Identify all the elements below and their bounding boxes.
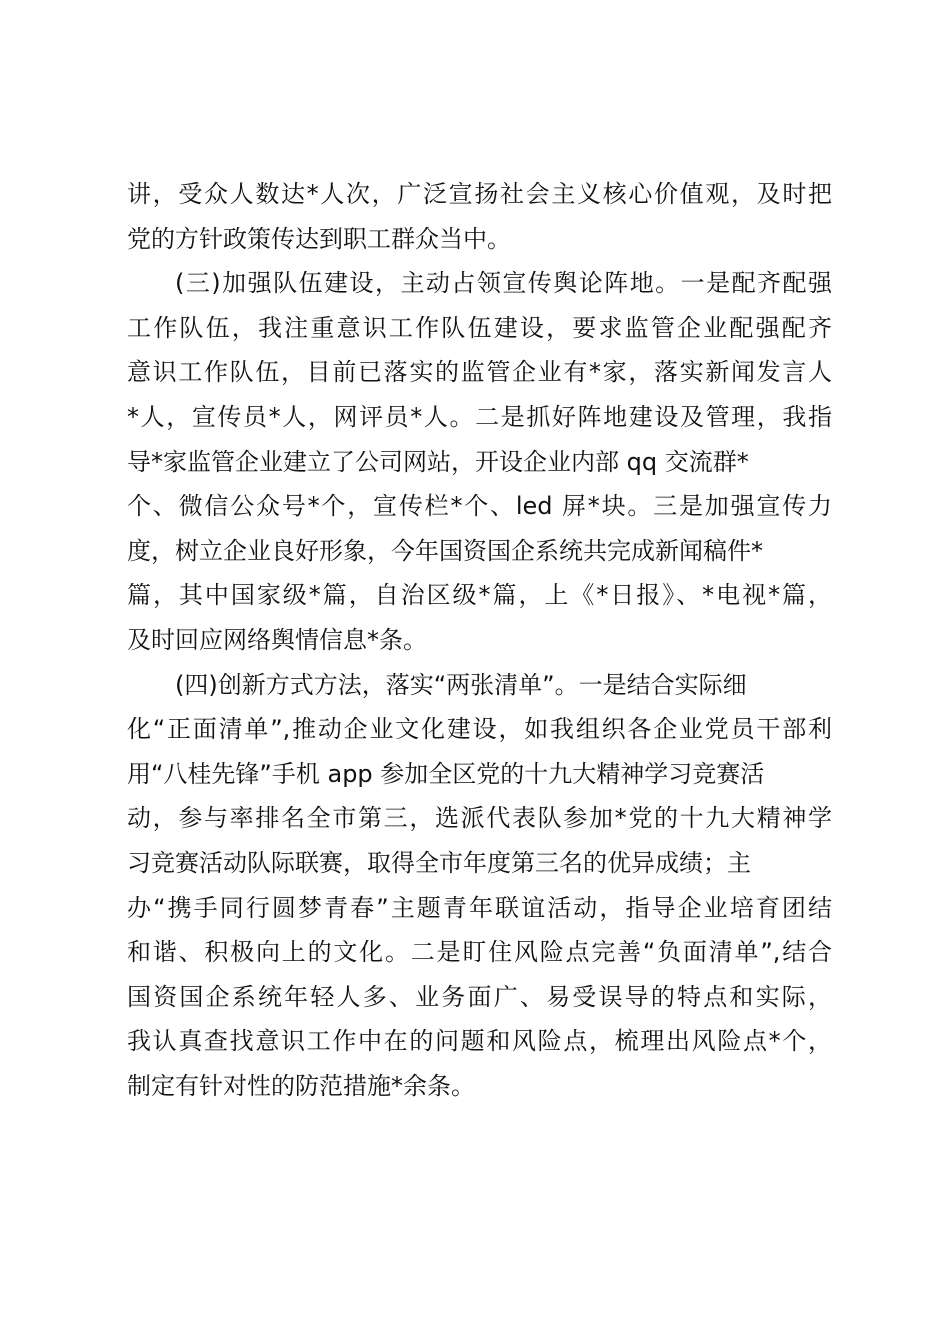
text-line: 和谐、积极向上的文化。二是盯住风险点完善“负面清单”,结合 xyxy=(127,938,832,967)
text-line: 动，参与率排名全市第三，选派代表队参加*党的十九大精神学 xyxy=(127,804,832,833)
text-line: 化“正面清单”,推动企业文化建设，如我组织各企业党员干部利 xyxy=(127,715,832,744)
paragraph-first-line: (三)加强队伍建设，主动占领宣传舆论阵地。一是配齐配强 xyxy=(175,269,832,298)
text-line: 讲，受众人数达*人次，广泛宣扬社会主义核心价值观，及时把 xyxy=(127,180,832,208)
text-line: 个、微信公众号*个，宣传栏*个、led 屏*块。三是加强宣传力 xyxy=(127,492,832,521)
body-text xyxy=(127,172,832,1108)
text-line: 度，树立企业良好形象，今年国资国企系统共完成新闻稿件* xyxy=(127,536,763,565)
text-line: 工作队伍，我注重意识工作队伍建设，要求监管企业配强配齐 xyxy=(127,313,832,342)
text-line: 办“携手同行圆梦青春”主题青年联谊活动，指导企业培育团结 xyxy=(127,893,832,922)
text-line: 党的方针政策传达到职工群众当中。 xyxy=(127,224,511,253)
text-line: *人，宣传员*人，网评员*人。二是抓好阵地建设及管理，我指 xyxy=(127,402,832,431)
text-line: 导*家监管企业建立了公司网站，开设企业内部 qq 交流群* xyxy=(127,447,749,476)
text-line: 及时回应网络舆情信息*条。 xyxy=(127,625,427,654)
text-line: 习竞赛活动队际联赛，取得全市年度第三名的优异成绩；主 xyxy=(127,848,751,877)
text-line: 国资国企系统年轻人多、业务面广、易受误导的特点和实际， xyxy=(127,982,832,1011)
paragraph-first-line: (四)创新方式方法，落实“两张清单”。一是结合实际细 xyxy=(175,670,747,699)
text-line: 我认真查找意识工作中在的问题和风险点，梳理出风险点*个， xyxy=(127,1027,832,1056)
text-line: 意识工作队伍，目前已落实的监管企业有*家，落实新闻发言人 xyxy=(127,358,832,387)
text-line: 制定有针对性的防范措施*余条。 xyxy=(127,1071,475,1100)
text-line: 篇，其中国家级*篇，自治区级*篇，上《*日报》、*电视*篇， xyxy=(127,581,832,610)
text-line: 用“八桂先锋”手机 app 参加全区党的十九大精神学习竞赛活 xyxy=(127,759,765,788)
